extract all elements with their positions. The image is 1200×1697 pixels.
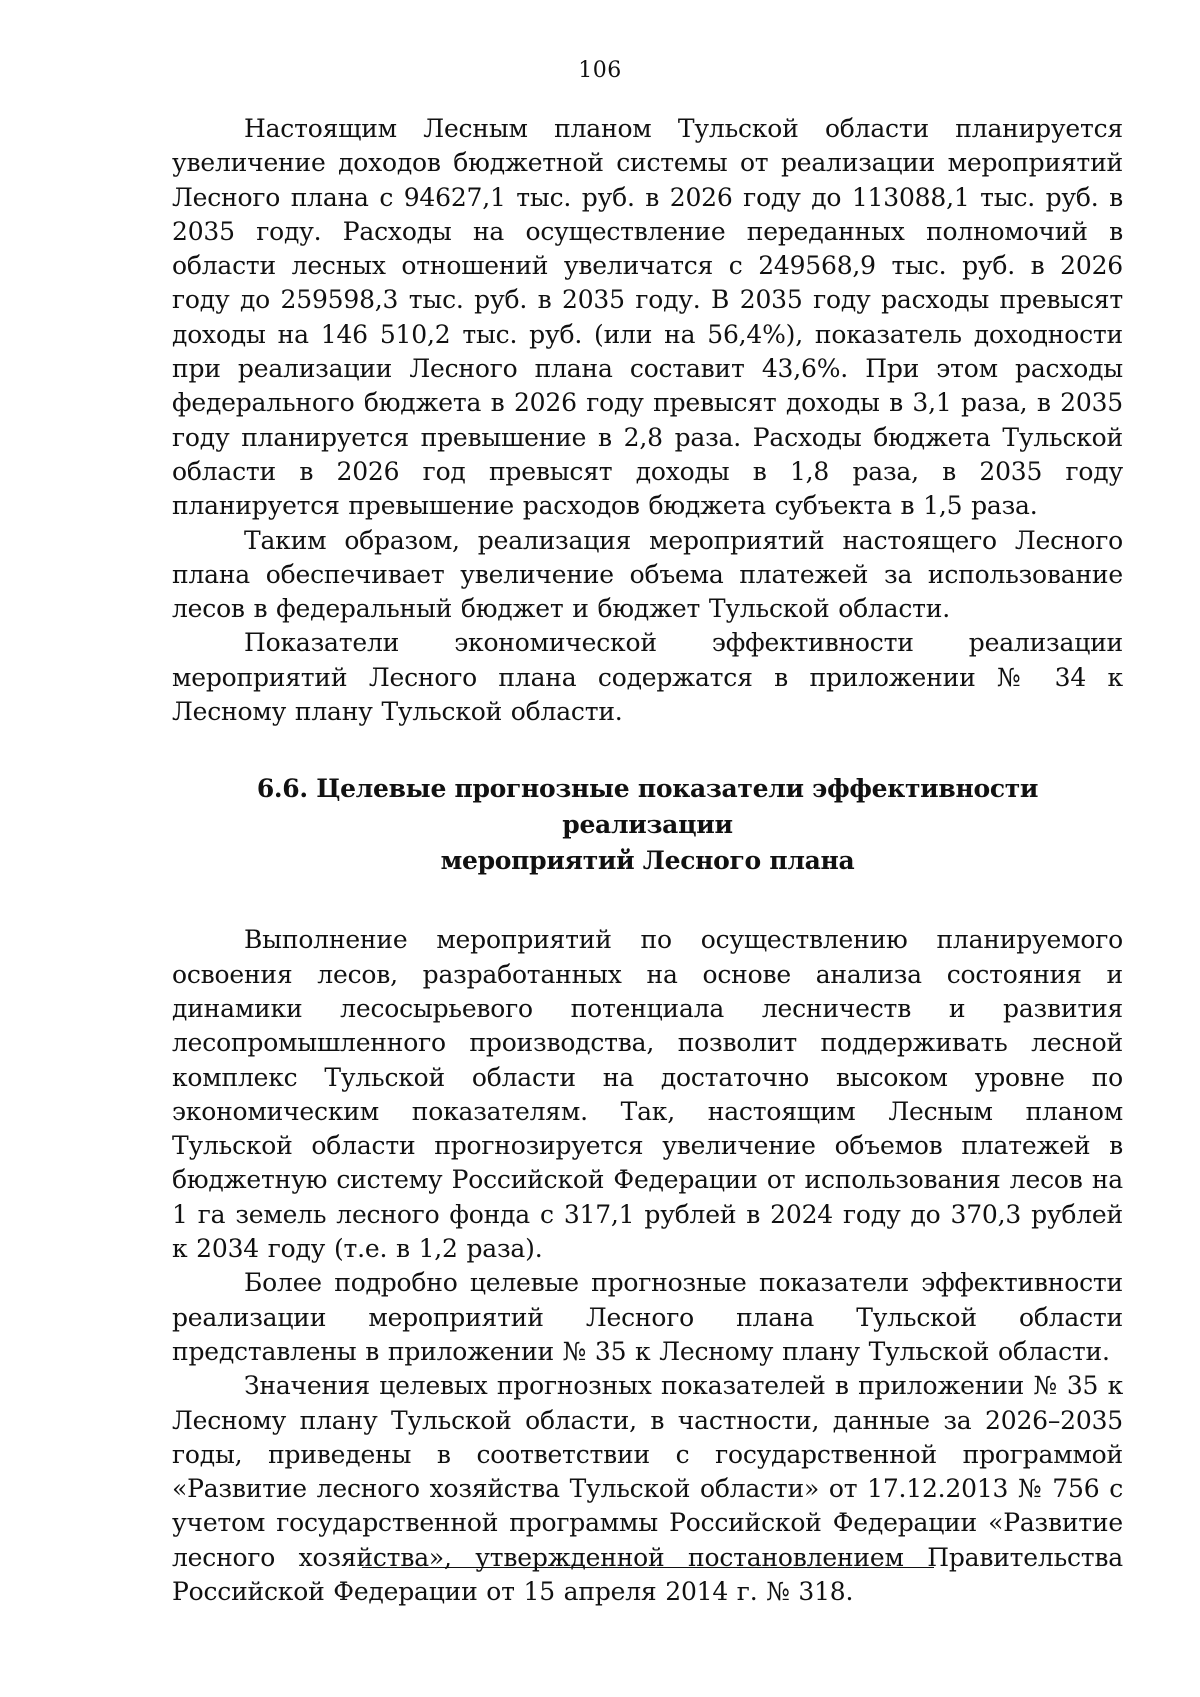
paragraph-appendix-34: Показатели экономической эффективности реализации мероприятий Лесного плана содержатся в приложении № 34 к Лесному плану Тульской области. <box>172 628 1123 727</box>
paragraph-forest-complex: Выполнение мероприятий по осуществлению планируемого освоения лесов, разработанных на основе анализа состояния и динамики лесосырьевого потенциала лесничеств и развития лесопромышленного производства, позволит поддерживать лесной комплекс Тульской области на достаточно высоком уровне по экономическим показателям. Так, настоящим Лесным планом Тульской области прогнозируется увеличение объемов платежей в бюджетную систему Российской Федерации от использования лесов на 1 га земель лесного фонда с 317,1 рублей в 2024 году до 370,3 рублей к 2034 году (т.е. в 1,2 раза). <box>172 925 1123 1264</box>
paragraph-payments-increase: Таким образом, реализация мероприятий настоящего Лесного плана обеспечивает увеличение объема платежей за использование лесов в федеральный бюджет и бюджет Тульской области. <box>172 525 1123 624</box>
page-number: 106 <box>578 58 622 83</box>
section-heading-line-2: мероприятий Лесного плана <box>440 846 855 876</box>
section-heading-line-1: 6.6. Целевые прогнозные показатели эффективности реализации <box>256 774 1039 840</box>
section-heading <box>172 771 1123 879</box>
end-of-text-rule <box>362 1567 934 1568</box>
paragraph-appendix-35: Более подробно целевые прогнозные показатели эффективности реализации мероприятий Лесного плана Тульской области представлены в приложении № 35 к Лесному плану Тульской области. <box>172 1268 1123 1366</box>
paragraph-state-program: Значения целевых прогнозных показателей в приложении № 35 к Лесному плану Тульской области, в частности, данные за 2026–2035 годы, приведены в соответствии с государственной программой «Развитие лесного хозяйства Тульской области» от 17.12.2013 № 756 с учетом государственной программы Российской Федерации «Развитие лесного хозяйства», утвержденной постановлением Правительства Российской Федерации от 15 апреля 2014 г. № 318. <box>172 1371 1123 1606</box>
page-body <box>172 112 1123 1609</box>
paragraph-income-expenses: Настоящим Лесным планом Тульской области планируется увеличение доходов бюджетной системы от реализации мероприятий Лесного плана с 94627,1 тыс. руб. в 2026 году до 113088,1 тыс. руб. в 2035 году. Расходы на осуществление переданных полномочий в области лесных отношений увеличатся с 249568,9 тыс. руб. в 2026 году до 259598,3 тыс. руб. в 2035 году. В 2035 году расходы превысят доходы на 146 510,2 тыс. руб. (или на 56,4%), показатель доходности при реализации Лесного плана составит 43,6%. При этом расходы федерального бюджета в 2026 году превысят доходы в 3,1 раза, в 2035 году планируется превышение в 2,8 раза. Расходы бюджета Тульской области в 2026 год превысят доходы в 1,8 раза, в 2035 году планируется превышение расходов бюджета субъекта в 1,5 раза. <box>172 114 1123 521</box>
